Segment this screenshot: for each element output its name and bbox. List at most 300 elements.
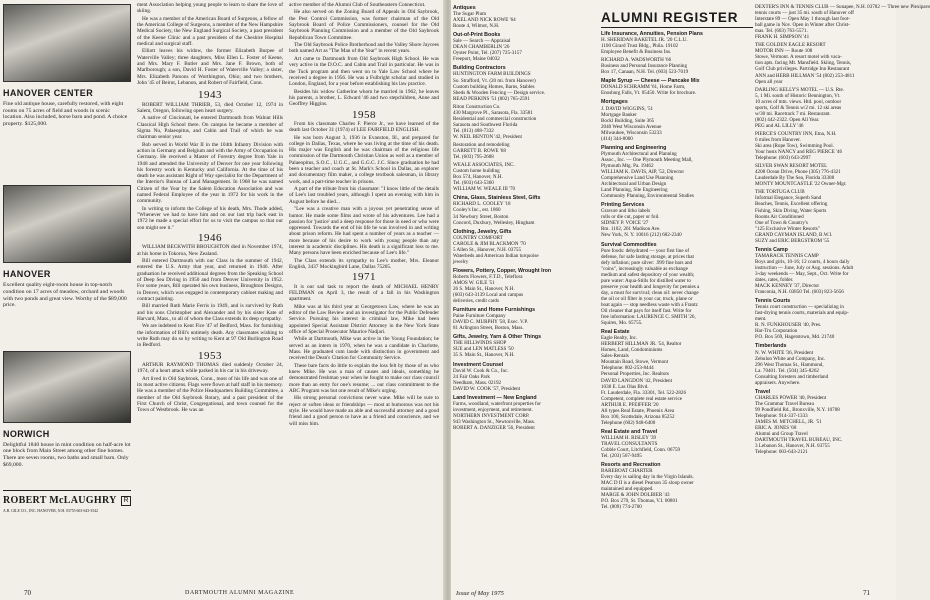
listing-line: Stowe, Vermont. A resort motel with vaca- [755,54,842,61]
listing-line: DEAN CHAMBERLIN '26 [453,44,510,51]
listing-line: Enosburg Falls, Vt. 05450. Write for brochure. [601,90,697,97]
left-page-number: 70 [24,589,31,597]
listing-line: (414) 344-8000 [601,135,633,142]
listing-entry [601,99,753,141]
listing-line: SUE and LEN MATLESS '50 [453,346,514,353]
obit-paragraph: Mike was at his third year at Georgetown Law, where he was an editor of the Law Review and an investigator for the Public Defender Service. Pursuing his interest in criminal law, Mike had been appointed Special Assistant District Attorney in the New York State office of Special Prosecutor Maurice Nadjari. [289,303,439,335]
listing-line: Rm. 1102, 261 Madison Ave. [601,226,661,233]
obit-paragraph: Elliott leaves his widow, the former Elizabeth Burpee of Waterville Valley; three daughters, Miss Ellen L. Foster of Keene, and Mrs. Mary F. Butler and Mrs. Jane F. Brown, both of Marlborough; a son, David H. Foster of Waterville Valley; a sister, Mrs. Elizabeth Parsons of Worthington, Ohio; and two brothers, John '45 of Beirut, Lebanon, and Robert of Fairfield, Conn. [137,48,283,86]
listing-line: N. W. WHITE '36, President [755,349,814,356]
listing-line: sports, Golf & Tennis w/2 mi. 12 ski areas [755,104,842,111]
listing-line: free information: LAURENCE C. SMITH '26, [601,314,696,321]
listing-line: JAMES M. MITCHELL, JR. '51 [755,419,822,426]
listing-line: Box 17, Canaan, N.H. Tel. (603) 523-7019 [601,69,689,76]
listing-entry [601,462,753,510]
obit-paragraph: He also served on the Zoning Board of Appeals in Old Saybrook, the Pest Control Commission, was former chairman of the Old Saybrook Board of Police Commissioners, counsel for the Old Saybrook Planning Commission and a member of the Old Saybrook Republican Town Committee. [289,9,439,41]
listing-line: Eagle Realty, Inc. [601,335,638,342]
listing-line: WILLIAM K. DAVIS, AIP, '52, Director [601,168,685,175]
listing-line: MACK KENNEY '37, Director [755,283,820,290]
ad-heading-hanover: HANOVER [3,269,51,280]
listing-category: Mortgages [601,99,628,106]
listing-line: Tel. (809) 774-2700 [601,504,642,511]
listing-line: boat again — stop needless waste with a Frantz [601,301,698,308]
listing-line: Sarasota and Southwest Florida [453,121,518,128]
listing-category: Tennis Courts [755,298,791,305]
listing-line: preserve your health and longevity for pennies a [601,283,700,290]
right-page [451,0,930,600]
listing-entry [755,247,893,295]
listing-line: One of Town & Country's [755,219,808,226]
listing-line: deliveries, credit cards [453,298,499,305]
listing-line: Ft. Lauderdale, Fla. 33301, Tel. 522-2826 [601,389,686,396]
listing-line: tennis courts — just 35 mi. south of Hanover off [755,10,854,17]
listing-line: fast-drying tennis courts, materials and equip- [755,310,849,317]
listing-line: So. Strafford, Vt. (20 mi. from Hanover) [453,77,536,84]
obit-paragraph: "Lee was a creative man with a joyous yet penetrating sense of humor. He made some films and wrote of his adventures. Lee had a passion for 'justice' and a deep response for those in need or who were oppressed. Towards the end of his life he was involved in and writing about prison reform. He had spent a number of years as a teacher — more because of his desire to work with young people than any interest in academic disciplines. His death is a significant loss to me. Many persons have been enriched because of Lee's life." [289,206,439,257]
listing-line: ERIC A. JONES '68 [755,425,797,432]
class-year-heading: 1943 [198,89,222,102]
listing-line: PEG and AL LILLY '46 [755,122,804,129]
listing-entry [755,87,893,129]
listing-entry [755,42,893,84]
obit-paragraph: It is our sad task to report the death of MICHAEL HENRY FELDMAN on April 3, the result of a fall in his Washington apartment. [289,283,439,303]
listing-line: DAVID C. MURPHY '58, Exec. V.P. [453,319,528,326]
listing-line: WEALE ASSOCIATES, INC. [453,162,515,169]
listing-line: Open all year [755,78,783,85]
listing-line: Tel. (203) 567-9495 [601,453,642,460]
listing-entry [453,229,601,265]
listing-line: 24 Fair Oaks Park [453,373,490,380]
listing-line: THE HILLWINDS SHOP [453,340,507,347]
listing-entry [755,343,893,385]
listing-line: Waterbeds and American Indian turquoise [453,252,539,259]
obit-paragraph: These bare facts do little to explain the loss felt by those of us who knew Mike. He was a man of causes and ideals, something he demonstrated freshman year when he fought to make our class council more than an entry for one's resume; ... our class commitment to the ABC Program was but one result of Mike's urging. [289,362,439,394]
listing-line: David W. Cook & Co., Inc. [453,367,509,374]
listing-category: Real Estate and Travel [601,428,658,435]
listing-entry [755,163,893,187]
listing-line: Cobble Court, Litchfield, Conn. 06759 [601,447,681,454]
listing-line: Franconia, N.H. 03850 Tel. (603) 823-5656 [755,289,844,296]
ad-heading-norwich: NORWICH [3,428,50,439]
listing-line: 4208 Ocean Drive, Phone (305) 776-4321 [755,169,841,176]
listing-line: AMOS W. GILE '51 [453,279,495,286]
listing-line: Tel. (603) 643-5360 [453,180,494,187]
listing-line: 296 West Thomas St., Hammond, [755,361,824,368]
listing-line: Oyster Point, Tel. (207) 725-3157 [453,50,522,57]
right-page-number: 71 [863,589,870,597]
listing-category: Land Investment — New England [453,394,537,401]
obit-paragraph: A native of Cincinnati, he entered Dartmouth from Walnut Hills Classical High School there. On campus he became a member of Sigma Nu, Palaeopitus, and Cabin and Trail of which he was chairman senior year. [137,115,283,141]
listing-line: Ski area (Rope Tow), Swimming Pool. [755,143,834,150]
listing-line: instruction — June, July or Aug. sessions. Adult [755,264,854,271]
left-page-footer: DARTMOUTH ALUMNI MAGAZINE [185,590,295,596]
listing-line: defy inflation; pure silver: .999 fine bars and [601,259,693,266]
listing-entry [453,268,601,304]
realtor-subline: A.B. GILE CO., INC. HANOVER, N.H. 03755 603-643-3542 [3,509,99,514]
listing-line: Alumni and Group Travel [755,431,808,438]
listing-entry [453,362,601,392]
listing-line: Bockl Building, Suite 365 [601,117,655,124]
listing-line: MONTY MOUNTCASTLE '22 Owner-Mgr. [755,181,847,188]
listing-line: Consulting foresters and timberland [755,373,829,380]
listing-line: maintained and equipped. [601,486,654,493]
listing-line: "125 Exclusive Winter Resorts" [755,225,820,232]
listing-line: Zebulon White and Company, Inc. [755,355,826,362]
listing-line: All types Real Estate, Phoenix Area [601,407,674,414]
listing-line: WILLIAM W. WEALE III '70 [453,186,516,193]
listing-entry [453,32,601,62]
listing-line: Farms, woodland, waterfront properties for [453,400,541,407]
listing-category: Gifts, Jewelry, Yarn & Other Things [453,334,542,341]
obit-paragraph: In writing to inform the College of his death, Mrs. Thode added, "Whenever we had to have him and on our last trip back east in 1972 he made a special effort for us to visit the campus so that our son might see it." [137,205,283,231]
listing-line: Telephone: (603) 643-2997 [755,155,811,162]
listing-line: CHARLES POWER '40, President [755,394,827,401]
listing-line: Paine Furniture Company [453,313,506,320]
photo-norwich-house [3,351,131,423]
listing-line: Squires, Mo. 65755. [601,320,643,327]
listing-line: Tel. (603) 795-2688 [453,154,494,161]
listing-line: Comprehensive Land Use Planning [601,175,674,182]
listing-line: Tel. (813) 488-7332 [453,127,494,134]
listing-line: Sale — Search — Appraisal [453,38,511,45]
listing-line: THE TORTUGA CLUB [755,189,805,196]
listing-line: the oil or oil filter in your car, truck, plane or [601,295,693,302]
listing-category: Survival Commodities [601,241,657,248]
listing-line: HERBERT HILLMAN JR. '54, Realtor [601,341,682,348]
listing-category: Travel [755,388,771,395]
listing-category: Resorts and Recreation [601,462,661,469]
left-page [0,0,445,600]
realtor-name: ROBERT McLAUGHRY [3,495,117,507]
class-year-heading: 1953 [198,349,222,362]
listing-line: Cooley's Inc., est. 1860 [453,207,501,214]
listing-line: Your hosts NANCY and REG PIERCE '46 [755,149,843,156]
listing-line: MOTOR INN — Route 108 [755,48,813,55]
listing-category: Flowers, Pottery, Copper, Wrought Iron [453,267,552,274]
listing-line: Every day is sailing day in the Virgin Islands. [601,474,694,481]
listing-line: R. N. FUNKHOUSER '40, Pres. [755,322,822,329]
listing-line: Fishing, Skin Diving, Water Sports [755,207,827,214]
listing-entry [453,195,601,225]
listing-entry [453,142,601,160]
listing-line: Box 100, Scottsdale, Arizona 85252 [601,413,675,420]
listing-line: BAREBOAT CHARTER [601,468,653,475]
register-column-2 [601,31,753,511]
listing-line: 26 S. Main St., Hanover, N.H. [453,286,515,293]
listing-line: Interstate 89 — Open May 1 through last foot- [755,16,851,23]
listing-line: La. 70401. Tel. (504) 345-8262 [755,367,819,374]
obit-paragraph: The Class extends its sympathy to Lee's mother, Mrs. Eleanor English, 3437 Mockingbird Lane, Dallas 75205. [289,257,439,271]
listing-entry [601,329,753,426]
listing-line: 1038 E. Las Olas Blvd. [601,383,649,390]
obit-paragraph: ment Association helping young people to learn to share the love of skiing. [137,2,283,15]
listing-line: w/30 mi. Racetrack 7 mi. Restaurant. [755,110,831,117]
listing-line: THE GOLDEN EAGLE RESORT [755,42,826,49]
listing-line: WILLIAM H. RISLEY '39 [601,434,657,441]
listing-entry [601,78,753,96]
obit-paragraph: He was a member of the American Board of Surgeons, a fellow of the American College of Surgeons, a member of the New Hampshire Medical Society, the New England Surgical Society, a past president of the Keene Clinic and a past president of the Cheshire Hospital medical and surgical staff. [137,15,283,47]
listing-line: Needham, Mass. 02192 [453,379,502,386]
listing-line: GRAND CAYMAN ISLAND, B.W.I. [755,231,833,238]
listing-entry [453,104,601,140]
obit-paragraph: Bob served in World War II in the 104th Infantry Division with action in Germany and Belgium and with the Army of Occupation in Germany. He received a Master of Forestry degree from Yale in 1948 and attended the University of Denver for one year following his forestry work in Kentucky and California. At the time of his death he was assistant Right of Way specialist for the Department of the Interior's Bureau of Land Management. In 1968 he was named Citizen of the Year by the Salem Education Association and was named Federal Employee of the year in 1972 for his work in the community. [137,141,283,205]
listing-line: Mountain Road, Stowe, Vermont [601,359,669,366]
listing-line: rolls or die cut, paper or foil. [601,214,660,221]
listing-line: Milwaukee, Wisconsin 53233 [601,129,662,136]
realtor-logo-block [3,490,131,506]
listing-category: Building Contractors [453,65,506,72]
listing-line: "coins", increasingly valuable as exchange [601,265,688,272]
listing-line: 3-day weekends — May, Sept., Oct. Write for [755,270,849,277]
listing-line: Roberts Flowers, F.T.D., Teleflora [453,273,523,280]
listing-line: SIDNEY P. VOICE '27 [601,220,649,227]
listing-line: tion apts. facing Mt. Mansfield. Skiing, Tennis, [755,60,852,67]
listing-category: Real Estate [601,329,630,336]
obituary-column-3 [289,2,439,580]
listing-line: RICHARD A. WADSWORTH '66 [601,57,672,64]
listing-entry [755,4,930,41]
class-year-heading: 1946 [198,232,222,245]
listing-line: (603) 643-3139 Local and campus [453,292,524,299]
obit-paragraph: Bill entered Dartmouth with our Class in the summer of 1942, entered the U.S. Army that year, and returned in 1946. After graduation he received additional degrees from the Speaking School of Deep Sea Diving in 1950 and from Denver University in 1952. For some years, Bill operated his own business, Broughton Designs, in Denver, which was engaged in contemporary cabinet making and contract painting. [137,258,283,302]
listing-line: Tennis court construction — specializing in [755,304,844,311]
listing-category: Tennis Camp [755,246,788,253]
listing-line: Pure foods: dehydrated — your first line of [601,247,690,254]
listing-line: Assoc., Inc. — One Plymouth Meeting Mall, [601,156,693,163]
listing-line: 99 Pondfield Rd., Bronxville, N.Y. 10708 [755,406,840,413]
obit-paragraph: Art lived in Old Saybrook, Conn., most of his life and was one of its most active citizens. Flags were flown at half staff in his memory. He was a member of the Police Headquarters Building Committee, a member of the Old Saybrook Rotary, and a past president of the First Church of Christ, Congregational, and town counsel for the Town of Westbrook. He was an [137,375,283,414]
listing-line: Custom home building [453,168,500,175]
listing-line: 5, 1 Mi. south of Historic Bennington, Vt. [755,92,841,99]
listing-entry [453,395,601,431]
listing-line: Rooms Air Conditioned [755,213,804,220]
listing-line: DONALD SCHRAMM '61, Home Farm, [601,84,686,91]
listing-line: 35 S. Main St., Hanover, N.H. [453,352,515,359]
listing-line: Beaches, Tennis, Excellent offering [755,201,828,208]
obit-paragraph: While at Dartmouth, Mike was active in the Young Foundation; he served as an intern in 1970, when he was a candidate in Charlotte, Mass. He graduated cum laude with distinction in government and received the Dean's Citation for Community Service. [289,336,439,362]
ad-heading-hanover-center: HANOVER CENTER [3,88,94,98]
listing-line: Personal Properties, Inc. Realtors [601,371,670,378]
listing-line: 3 Lebanon St., Hanover, N.H. 03755 [755,443,830,450]
listing-category: Maple Syrup — Cheese — Pancake Mix [601,78,700,85]
listing-entry [601,31,753,55]
listing-line: ment. [755,316,767,323]
listing-category: Furniture and Home Furnishings [453,307,536,314]
listing-line: mas. Tel. (603) 763-5571. [755,28,808,35]
listing-line: appraisers. Anywhere. [755,379,801,386]
listing-line: ROBERT A. DANZIGER '56, President [453,425,535,431]
obit-paragraph: We are indebted to Kent Fice '47 of Bedford, Mass. for furnishing the information of Bill's untimely death. Any classmates wishing to write Ruth may do so by writing to Kent at 97 Old Burlington Road in Bedford. [137,323,283,349]
ad-body-hanover-center: Fine old antique house, carefully restored, with eight rooms on 75 acres of field and woods in scenic location. Also included, horse barn and pond. A choice property. $125,000. [3,101,128,127]
listing-entry [601,202,753,238]
listing-line: ANN and HERB HILLMAN '54 (802) 253-4811 [755,72,855,79]
listing-line: Oil cleaner that pays for itself fast. Write for [601,308,692,315]
register-column-1 [453,2,601,582]
obit-paragraph: Besides his widow Catherine whom he married in 1962, he leaves his parents, a brother, L. Edward '46 and two stepchildren, Anne and Geoffrey Higgins. [289,88,439,108]
listing-line: medium and safest depository of your wealth; [601,271,695,278]
listing-line: defense, for safe lasting storage, at prices that [601,253,694,260]
register-column-3 [755,2,930,582]
listing-line: TRAVEL CONSULTANTS [601,441,658,447]
obit-paragraph: WILLIAM BECKWITH BROUGHTON died in November 1974, at his home in Tokoroa, New Zealand. [137,244,283,257]
listing-line: Telephone: 802-253-8444 [601,365,654,372]
listing-category: Investment Counsel [453,361,504,368]
listing-line: Homes, Land, Condominiums [601,347,663,354]
listing-line: Custom building Homes, Barns, Stables [453,83,535,90]
obit-paragraph: Art came to Dartmouth from Old Saybrook High School. He was very active in the D.O.C. and Cabin and Trail in particular. He was in the Tuck program and then went on to Yale Law School where he received a degree in 1956. He was a Fulbright scholar and studied in London, England, for a year before establishing his law practice. [289,55,439,88]
photo-hanover-center-house [3,4,131,82]
listing-entry [601,57,753,75]
listing-line: Telephone: 603-643-2121 [755,449,808,456]
obit-paragraph: His strong personal convictions never wane. Mike will be sure to reject or soften ideas or friendships — most at humorous was not his style. He would have made an able and successful attorney and a good friend and a good person to have as a friend and conscience, and we will miss him. [289,395,439,427]
class-year-heading: 1971 [352,271,376,284]
listing-line: COUNTRY COMFORT [453,234,503,241]
listing-line: Concord, Duxbury, Wellesley, Hingham [453,219,535,226]
listing-line: 1100 Girard Trust Bldg., Phila. 19102 [601,43,679,50]
listing-line: AXEL AND NICK ROWE '64 [453,17,516,24]
listing-line: W. NEIL BENTON '42, President [453,133,522,140]
right-page-footer: Issue of May 1975 [456,590,504,597]
listing-line: Gravure and litho labels [601,208,651,215]
listing-line: P.O. Box 270, St. Thomas, V.I. 00801 [601,498,678,505]
listing-entry [755,189,893,243]
listing-line: Har-Tru Corporation [755,328,798,335]
listing-line: pure water: Aqua-Stills for distilled water to [601,277,691,284]
listing-line: (802) 442-2322. Open All Year. [755,116,820,123]
listing-line: Community Planning, Environmental Studies [601,193,694,200]
listing-entry [453,162,601,192]
listing-line: HUNTINGTON FARM BUILDINGS [453,71,531,78]
listing-line: 10 acres of mtn. views. Htd. pool, outdoor [755,98,842,105]
listing-line: P.O. Box 569, Hagerstown, Md. 21740 [755,334,835,341]
listing-line: J. DAVID WIGGINS, '51 [601,105,654,112]
listing-line: MAC D II is a diesel Pearson 35 sloop owner [601,480,694,487]
listing-line: GARRETT B. ROWE '68 [453,148,506,155]
listing-line: Business and Personal Insurance Planning [601,63,688,70]
listing-entry [755,131,893,161]
listing-line: Mortgage Banker [601,111,637,118]
listing-category: Life Insurance, Annuities, Pension Plans [601,31,703,37]
real-estate-ads-column [3,2,131,597]
listing-line: Telephone (602) 948-6400 [601,419,656,426]
listing-line: Riton Construction Co. [453,103,501,110]
obit-paragraph: active member of the Alumni Club of Southeastern Connecticut. [289,2,426,8]
listing-line: TAMARACK TENNIS CAMP [755,252,819,259]
listing-line: The Grammar Travel Bureau [755,400,814,407]
listing-category: Out-of-Print Books [453,32,501,39]
listing-entry [755,389,893,456]
listing-line: 5 Allen St., Hanover, N.H. 03755 [453,246,521,253]
listing-line: ARTHUR E. PFEIFFER '20 [601,401,659,408]
listing-line: Box 574, Hanover, N.H. [453,174,503,181]
listing-line: READ PERKINS '51 (802) 765-2591 [453,95,530,102]
listing-line: DAVID LANGDON '42, President [601,377,672,384]
listing-entry [453,307,601,331]
listing-line: New York, N. Y. 10016 (212) 682-2340 [601,232,682,239]
listing-line: DAVID W. COOK '57, President [453,385,521,392]
obituary-column-2 [137,2,283,582]
listing-line: Informal Elegance, Superb Sand [755,195,822,202]
listing-line: Lauderdale By The Sea, Florida 33308 [755,175,835,182]
listing-line: CAROLE & JIM BLACKMON '70 [453,240,526,247]
obit-paragraph: Bill married Ruth Marie Ferris in 1949, and is survived by Ruth and his sons Christopher and Alexander and by his sister Kate of Harvard, Mass., to all of whom the Class extends its deep sympathy. [137,303,283,322]
listing-line: RICHARD L. COOLEY '18 [453,201,511,208]
listing-line: PIERCE'S COUNTRY INN, Etna, N.H. [755,130,837,137]
listing-line: DARLING KELLY'S MOTEL — U.S. Rte. [755,86,845,93]
listing-entry [755,298,893,340]
listing-line: jewelry [453,258,469,265]
listing-category: Antiques [453,5,476,11]
listing-line: Plymouth Architectural and Planning [601,150,677,157]
listing-entry [601,242,753,327]
listing-line: Golf Club privileges. Partridge Inn Restaurant [755,66,850,73]
listing-line: The Sugar Plum [453,11,487,18]
obit-paragraph: The Old Saybrook Police Brotherhood and the Valley Shore Jaycees both named Art as "The Man of the Year" in recent years. [289,42,439,55]
listing-entry [453,5,601,29]
listing-line: 6 miles from Hanover. [755,136,801,143]
ad-body-hanover: Excellent quality eight-room house in top-notch condition on 17 acres of meadow, orchard and woods with two ponds and great view. Worthy of the $89,000 price. [3,282,127,309]
listing-line: day, a must for survival; clean oil: never change [601,289,699,296]
listing-line: Route 4, Wilmot, N.H. [453,23,500,30]
listing-line: Employee Benefit & Business Ins. [601,49,672,56]
listing-line: Telephone: 914-337-1333 [755,413,808,419]
listing-line: Competent, complete real estate service [601,395,683,402]
listing-line: Sales-Rentals [601,353,629,360]
obit-paragraph: ROBERT WILLIAM THRIER, 53, died October 12, 1974 in Salem, Oregon, following open heart surgery. [137,101,283,114]
listing-line: investment, enjoyment, and retirement. [453,406,533,413]
obit-paragraph: A part of the tribute from his classmate: "I know little of the details of Lee's last troubled years, although I spent an evening with him in August before he died... [289,186,439,205]
listing-line: ball game in Nov. Open in Winter after Christ- [755,22,850,29]
ad-body-norwich: Delightful 1840 house in mint condition on half-acre lot one block from Main Street among other fine homes. There are seven rooms, two baths and small barn. Only $69,000. [3,441,131,468]
listing-line: Plymouth Mtg. Pa. 19462 [601,162,654,169]
listing-category: Planning and Engineering [601,144,667,151]
listing-category: Clothing, Jewelry, Gifts [453,228,512,235]
listing-line: 34 Newbury Street, Boston [453,213,509,220]
listing-category: China, Glass, Stainless Steel, Gifts [453,195,541,202]
listing-line: 2040 West Wisconsin Avenue [601,123,662,130]
listing-line: Restoration and remodeling [453,141,510,148]
listing-line: DARTMOUTH TRAVEL BUREAU, INC. [755,437,843,444]
register-column-2-wrap [601,2,753,582]
listing-line: 943 Washington St., Newtonville, Mass. [453,418,536,425]
listing-line: 81 Arlington Street, Boston, Mass. [453,325,524,332]
listing-category: Timberlands [755,343,787,350]
realtor-badge-icon: R [121,496,131,506]
listing-line: SILVER SWAN RESORT MOTEL [755,163,828,170]
obit-paragraph: From his classmate Charles F. Pierce Jr., we have learned of the death last October 31 (1974) of LEE FAIRFIELD ENGLISH. [289,120,439,134]
obit-paragraph: ARTHUR RAYMOND THOMAS died suddenly October 24, 1974, of a heart attack while parked in his car in his driveway. [137,361,283,375]
listing-line: Sheds & Wooden Fencing — Design service. [453,89,546,96]
listing-line: Boys and girls, 10-16; 12 courts, 4 hours daily [755,258,850,265]
listing-category: Printing Services [601,202,645,209]
listing-entry [601,145,753,199]
listing-entry [453,65,601,101]
register-title: ALUMNI REGISTER [601,2,753,28]
listing-line: FRANK H. SIMPSON '41 [755,34,810,41]
listing-line: Architectural and Urban Design [601,181,667,188]
listing-line: dates, rates, folder. [755,277,794,284]
listing-line: Residential and commercial construction [453,115,537,122]
listing-entry [453,334,601,358]
listing-line: NORTHERN INVESTMENT CORP. [453,412,530,419]
listing-line: MARGE & JOHN DOLBIER '43 [601,492,670,499]
listing-line: 430 Margrove Pl., Sarasota, Fla. 33581 [453,109,533,116]
photo-hanover-house [3,185,131,263]
listing-line: Freeport, Maine 04032 [453,56,500,63]
listing-line: DEXTER'S INN & TENNIS CLUB — Sunapee, N.H. 03782 — Three new Plexipave [755,4,930,10]
obit-paragraph: He was born August 3, 1936 in Evanston, Ill., and prepared for college in Dallas, Texas, where he was living at the time of his death. His major was English and he was chairman of the religious life commission of the Dartmouth Christian Union as well as a member of Palaeopitus, S.O.C., U.G.C., and G.G.C. J.C. Since graduation he had been a teacher and coach at St. Mark's School in Dallas, an explorer and documentary film maker, a college textbook salesman, in library work, and a part-time teacher in prisons. [289,134,439,185]
listing-line: H. SHERIDAN BAKETEL JR. '20 C.L.U. [601,37,688,44]
